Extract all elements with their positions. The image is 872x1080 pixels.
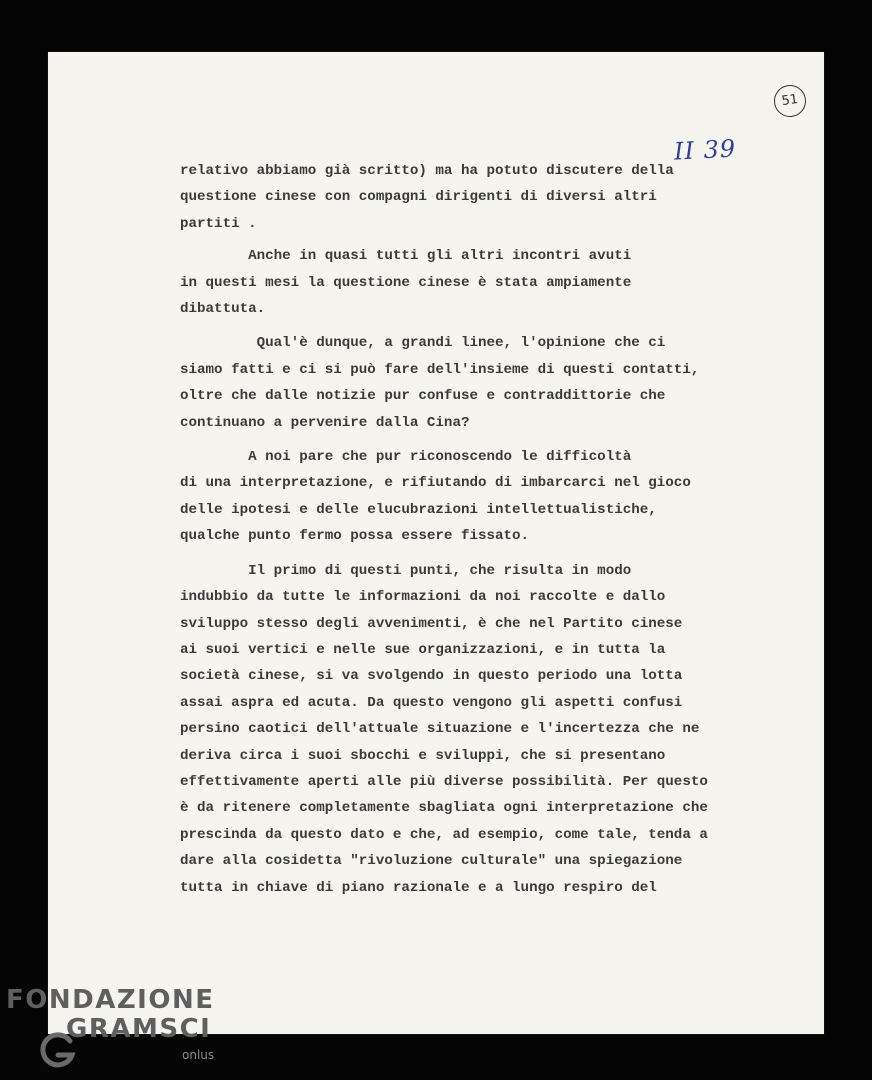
fondazione-gramsci-watermark	[6, 985, 215, 1062]
watermark-subtitle: onlus	[182, 1048, 215, 1062]
paragraph-2: Anche in quasi tutti gli altri incontri avuti in questi mesi la questione cinese è stata ampiamente dibattuta.	[180, 248, 632, 318]
paragraph-1: relativo abbiamo già scritto) ma ha potuto discutere della questione cinese con compagni dirigenti di diversi altri partiti .	[180, 163, 674, 232]
paragraph-5: Il primo di questi punti, che risulta in modo indubbio da tutte le informazioni da noi raccolte e dallo sviluppo stesso degli avvenimenti, è che nel Partito cinese ai suoi vertici e nelle sue organizzazioni, e in tutta la società cinese, si va svolgendo in questo periodo una lotta assai aspra ed acuta. Da questo vengono gli aspetti confusi persino caotici dell'attuale situazione e l'incertezza che ne deriva circa i suoi sbocchi e sviluppi, che si presentano effettivamente aperti alle più diverse possibilità. Per questo è da ritenere completamente sbagliata ogni interpretazione che prescinda da questo dato e che, ad esempio, come tale, tenda a dare alla cosidetta "rivoluzione culturale" una spiegazione tutta in chiave di piano razionale e a lungo respiro del	[180, 562, 708, 896]
circled-page-number: 51	[772, 83, 808, 119]
watermark-line-2: GRAMSCI	[66, 1014, 212, 1044]
archive-reference-annotation: II 39	[673, 134, 737, 166]
watermark-line-1: FONDAZIONE	[6, 985, 215, 1015]
gramsci-g-logo-icon	[38, 1031, 78, 1071]
paragraph-4: A noi pare che pur riconoscendo le difficoltà di una interpretazione, e rifiutando di imbarcarci nel gioco delle ipotesi e delle elucubrazioni intellettualistiche, qualche punto fermo possa essere fissato.	[180, 449, 691, 545]
typewritten-text	[180, 158, 750, 901]
paragraph-3: Qual'è dunque, a grandi linee, l'opinione che ci siamo fatti e ci si può fare dell'insieme di questi contatti, oltre che dalle notizie pur confuse e contraddittorie che continuano a pervenire dalla Cina?	[180, 335, 700, 431]
